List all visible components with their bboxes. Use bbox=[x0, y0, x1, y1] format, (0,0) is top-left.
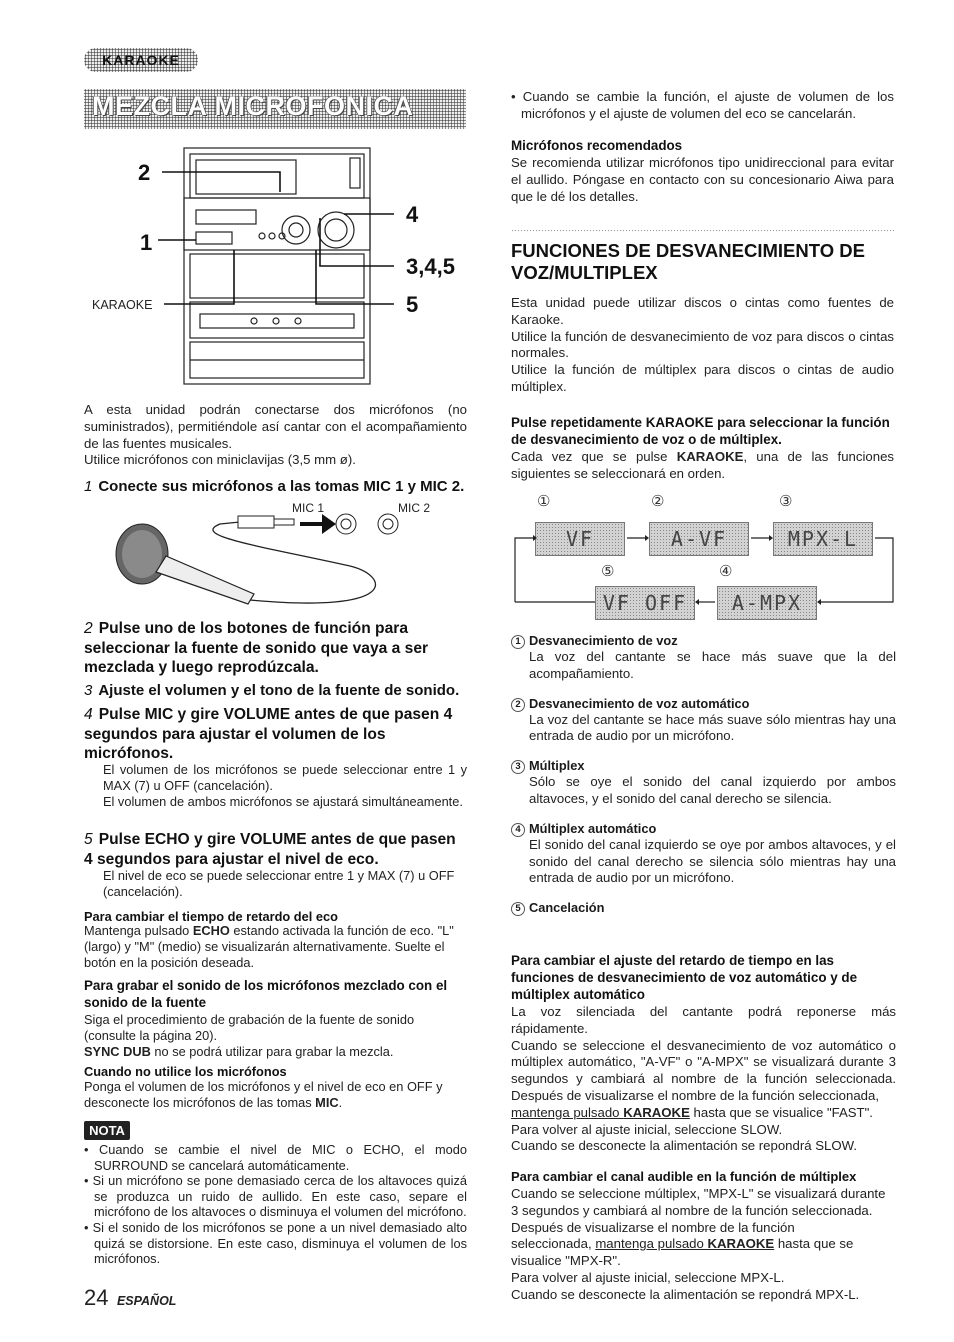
delay-heading: Para cambiar el tiempo de retardo del eco bbox=[84, 909, 338, 924]
step-4 bbox=[84, 705, 468, 764]
press-body-a: Cada vez que se pulse bbox=[511, 449, 677, 464]
mics-heading: Micrófonos recomendados bbox=[511, 138, 683, 153]
display-vf-off: VF OFF bbox=[595, 586, 695, 620]
retard-hold-c: hasta que se visualice "FAST". bbox=[689, 1104, 873, 1120]
step-5-number: 5 bbox=[84, 831, 93, 848]
step-3-number: 3 bbox=[84, 682, 93, 699]
section-body-line-1: Esta unidad puede utilizar discos o cintas como fuentes de Karaoke. bbox=[511, 295, 894, 327]
list-item bbox=[511, 899, 896, 916]
record-body-text: Siga el procedimiento de grabación de la fuente de sonido (consulte la página 20). bbox=[84, 1012, 415, 1043]
step-5-text: Pulse ECHO y gire VOLUME antes de que pasen 4 segundos para ajustar el nivel de eco. bbox=[84, 831, 456, 868]
delay-body bbox=[84, 923, 467, 971]
retard-heading: Para cambiar el ajuste del retardo de tiempo en las funciones de desvanecimiento de voz automático y de múltiplex automático bbox=[511, 953, 858, 1002]
section-body bbox=[511, 295, 894, 396]
display-mpx-l: MPX-L bbox=[773, 522, 873, 556]
arrow-icon bbox=[300, 514, 336, 534]
mic2-label: MIC 2 bbox=[398, 501, 431, 515]
flow-num-1: ① bbox=[537, 493, 551, 510]
callout-2: 2 bbox=[138, 160, 151, 185]
stereo-diagram bbox=[84, 140, 468, 390]
item-body: El sonido del canal izquierdo se oye por ambos altavoces, y el sonido del canal derecho se silencia sólo mientras hay una entrada de audio por un micrófono. bbox=[529, 836, 896, 886]
item-number: 5 bbox=[511, 902, 525, 916]
flow-num-2: ② bbox=[651, 493, 665, 510]
item-body: La voz del cantante se hace más suave sólo mientras hay una entrada de audio por un micrófono. bbox=[529, 711, 896, 744]
press-body bbox=[511, 449, 894, 483]
sync-dub-key: SYNC DUB bbox=[84, 1044, 151, 1059]
step-1-text: Conecte sus micrófonos a las tomas MIC 1 y MIC 2. bbox=[98, 478, 465, 495]
flow-num-4: ④ bbox=[719, 563, 733, 580]
item-number: 1 bbox=[511, 635, 525, 649]
section-tab-label: KARAOKE bbox=[102, 52, 180, 68]
delay-body-key: ECHO bbox=[192, 923, 230, 938]
callout-1: 1 bbox=[140, 230, 153, 255]
nouse-body bbox=[84, 1079, 467, 1111]
retard-hold-a: mantenga pulsado bbox=[511, 1104, 624, 1120]
callout-4: 4 bbox=[406, 202, 419, 227]
retard-body-1: La voz silenciada del cantante podrá reponerse más rápidamente. bbox=[511, 1004, 896, 1036]
microphone-illustration bbox=[100, 496, 460, 612]
step-4-number: 4 bbox=[84, 706, 93, 723]
flow-num-3: ③ bbox=[779, 493, 793, 510]
retard-body bbox=[511, 1004, 896, 1155]
channel-body bbox=[511, 1186, 896, 1304]
item-title: Múltiplex automático bbox=[529, 820, 657, 836]
mic2-jack-icon bbox=[378, 514, 398, 534]
display-a-vf: A-VF bbox=[649, 522, 749, 556]
channel-sel: seleccionada, bbox=[511, 1236, 596, 1252]
item-title: Desvanecimiento de voz bbox=[529, 633, 678, 648]
function-list bbox=[511, 632, 896, 916]
nouse-body-c: . bbox=[338, 1095, 343, 1110]
channel-body-3: Cuando se desconecte la alimentación se repondrá MPX-L. bbox=[511, 1286, 860, 1302]
flow-num-5: ⑤ bbox=[601, 563, 615, 580]
page-number: 24 bbox=[84, 1285, 109, 1310]
title-banner bbox=[84, 89, 466, 129]
item-number: 4 bbox=[511, 823, 525, 837]
footer-language: ESPAÑOL bbox=[116, 1294, 177, 1308]
step-3-text: Ajuste el volumen y el tono de la fuente de sonido. bbox=[98, 682, 460, 699]
press-body-key: KARAOKE bbox=[676, 449, 744, 464]
item-number: 2 bbox=[511, 698, 525, 712]
list-item bbox=[511, 757, 896, 808]
mics-body: Se recomienda utilizar micrófonos tipo unidireccional para evitar el aullido. Póngase en contacto con su concesionario Aiwa para que le dé los detalles. bbox=[511, 155, 894, 204]
step-2-text: Pulse uno de los botones de función para seleccionar la fuente de sonido que vaya a ser mezclada y luego reprodúzcala. bbox=[84, 620, 429, 676]
item-number: 3 bbox=[511, 760, 525, 774]
list-item bbox=[511, 632, 896, 683]
step-2 bbox=[84, 619, 468, 678]
function-change-note: • Cuando se cambie la función, el ajuste de volumen de los micrófonos y el ajuste de volumen del eco se cancelarán. bbox=[511, 89, 894, 121]
note-item: • Si el sonido de los micrófonos se pone a un nivel demasiado alto quizá se distorsione. En este caso, disminuya el volumen de los micrófonos. bbox=[84, 1219, 467, 1267]
delay-body-c: estando activada la función de eco. "L" (largo) y "M" (medio) se visualizarán alternativamente. Suelte el botón en la posición deseada. bbox=[84, 923, 454, 970]
record-heading: Para grabar el sonido de los micrófonos mezclado con el sonido de la fuente bbox=[84, 978, 448, 1010]
record-body bbox=[84, 1012, 467, 1060]
nota-badge: NOTA bbox=[84, 1121, 130, 1140]
intro-plug-size: Utilice micrófonos con miniclavijas (3,5 mm ø). bbox=[84, 452, 356, 468]
section-title: FUNCIONES DE DESVANECIMIENTO DE VOZ/MULTIPLEX bbox=[511, 240, 865, 283]
page-footer bbox=[84, 1285, 176, 1311]
note-item: • Si un micrófono se pone demasiado cerca de los altavoces quizá se produzca un ruido de aullido. En este caso, separe el micrófono de los altavoces o disminuya el volumen del micrófono. bbox=[84, 1173, 467, 1220]
section-body-line-3: Utilice la función de múltiplex para discos o cintas de audio múltiplex. bbox=[511, 362, 894, 394]
page-title: MEZCLA MICROFONICA bbox=[92, 91, 414, 121]
list-item bbox=[511, 695, 896, 746]
mic1-label: MIC 1 bbox=[292, 501, 325, 515]
channel-hold-c: hasta que se visualice "MPX-R". bbox=[511, 1236, 854, 1269]
display-vf: VF bbox=[535, 522, 625, 556]
item-title: Múltiplex bbox=[529, 758, 585, 774]
step-3 bbox=[84, 681, 468, 701]
function-cycle-diagram bbox=[511, 492, 901, 632]
step-1 bbox=[84, 478, 467, 496]
retard-body-2: Cuando se seleccione el desvanecimiento de voz automático o múltiplex automático, "A-VF" o "A-MPX" se visualizará durante 3 segundos y cambiará al nombre de la función seleccionada. Después de visualizarse el nombre de la función seleccionada, bbox=[511, 1037, 896, 1103]
callout-5: 5 bbox=[406, 292, 419, 317]
retard-hold-key: KARAOKE bbox=[623, 1104, 690, 1120]
section-divider bbox=[511, 229, 894, 232]
sync-dub-text: no se podrá utilizar para grabar la mezcla. bbox=[150, 1044, 394, 1059]
karaoke-label: KARAOKE bbox=[92, 298, 153, 312]
mic1-jack-icon bbox=[336, 514, 356, 534]
press-body-c: , una de las funciones siguientes se seleccionará en orden. bbox=[511, 449, 894, 481]
nouse-body-key: MIC bbox=[315, 1095, 339, 1110]
channel-hold-a: mantenga pulsado bbox=[595, 1236, 708, 1252]
step-5 bbox=[84, 830, 468, 869]
step-1-number: 1 bbox=[84, 478, 93, 495]
retard-body-3: Para volver al ajuste inicial, seleccione SLOW. bbox=[511, 1121, 783, 1137]
step-4-body-line-1: El volumen de los micrófonos se puede seleccionar entre 1 y MAX (7) u OFF (cancelación). bbox=[103, 762, 467, 793]
step-5-body: El nivel de eco se puede seleccionar entre 1 y MAX (7) u OFF (cancelación). bbox=[103, 868, 455, 899]
section-tab bbox=[84, 48, 198, 72]
nouse-heading: Cuando no utilice los micrófonos bbox=[84, 1064, 287, 1079]
step-4-body-line-2: El volumen de ambos micrófonos se ajustará simultáneamente. bbox=[103, 794, 463, 809]
step-4-body bbox=[103, 762, 467, 810]
nouse-body-a: Ponga el volumen de los micrófonos y el nivel de eco en OFF y desconecte los micrófonos de las tomas bbox=[84, 1079, 443, 1110]
item-body: Sólo se oye el sonido del canal izquierdo por ambos altavoces, y el sonido del canal derecho se silencia. bbox=[529, 774, 896, 806]
channel-heading: Para cambiar el canal audible en la función de múltiplex bbox=[511, 1169, 857, 1184]
notes-list bbox=[84, 1142, 467, 1267]
flow-arrows bbox=[511, 492, 901, 632]
step-2-number: 2 bbox=[84, 620, 93, 637]
item-title: Cancelación bbox=[529, 900, 605, 916]
note-item: • Cuando se cambie el nivel de MIC o ECHO, el modo SURROUND se cancelará automáticamente. bbox=[84, 1142, 467, 1173]
item-title: Desvanecimiento de voz automático bbox=[529, 695, 750, 711]
microphone-icon bbox=[116, 524, 254, 604]
display-a-mpx: A-MPX bbox=[717, 586, 817, 620]
delay-body-a: Mantenga pulsado bbox=[84, 923, 193, 938]
intro-text bbox=[84, 402, 467, 469]
retard-body-4: Cuando se desconecte la alimentación se repondrá SLOW. bbox=[511, 1138, 858, 1154]
press-heading: Pulse repetidamente KARAOKE para seleccionar la función de desvanecimiento de voz o de múltiplex. bbox=[511, 415, 890, 447]
step-4-text: Pulse MIC y gire VOLUME antes de que pasen 4 segundos para ajustar el volumen de los micrófonos. bbox=[84, 706, 453, 762]
section-body-line-2: Utilice la función de desvanecimiento de voz para discos o cintas normales. bbox=[511, 328, 894, 361]
plug-icon bbox=[238, 516, 294, 528]
channel-body-1: Cuando se seleccione múltiplex, "MPX-L" se visualizará durante 3 segundos y cambiará al nombre de la función seleccionada. Después de visualizarse el nombre de la función bbox=[511, 1186, 886, 1235]
list-item bbox=[511, 820, 896, 887]
channel-body-2: Para volver al ajuste inicial, seleccione MPX-L. bbox=[511, 1269, 785, 1285]
channel-hold-key: KARAOKE bbox=[707, 1236, 775, 1252]
item-body: La voz del cantante se hace más suave que la del acompañamiento. bbox=[529, 649, 896, 681]
intro-paragraph: A esta unidad podrán conectarse dos micrófonos (no suministrados), permitiéndole así cantar con el acompañamiento de las fuentes musicales. bbox=[84, 402, 467, 451]
callout-345: 3,4,5 bbox=[406, 254, 455, 279]
